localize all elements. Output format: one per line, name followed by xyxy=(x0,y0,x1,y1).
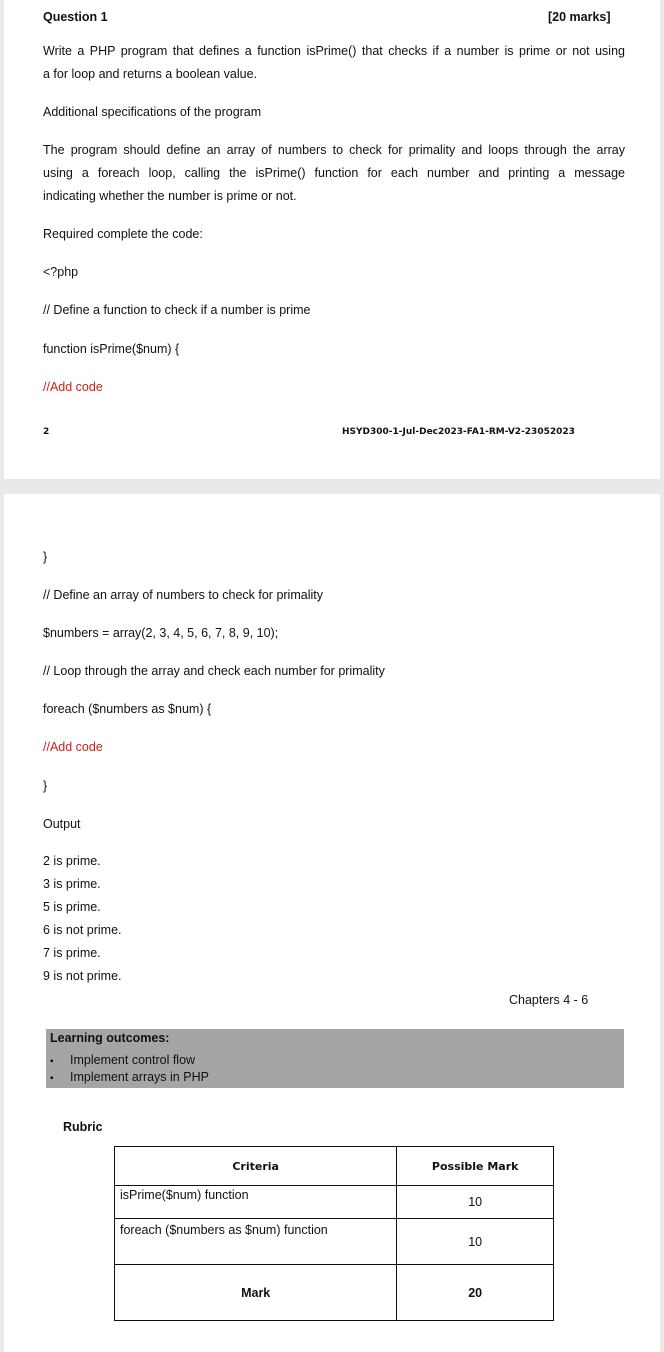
learning-outcome-item: ▪ Implement control flow xyxy=(50,1052,195,1070)
code-array-declaration: $numbers = array(2, 3, 4, 5, 6, 7, 8, 9, 10); xyxy=(43,626,279,640)
spec-line-2: using a foreach loop, calling the isPrime() function for each number and printing a message xyxy=(43,166,625,180)
code-add-code-placeholder-1: //Add code xyxy=(43,380,103,394)
output-line: 5 is prime. xyxy=(43,900,101,914)
output-list xyxy=(43,853,122,991)
output-line: 7 is prime. xyxy=(43,946,101,960)
intro-line-2: a for loop and returns a boolean value. xyxy=(43,67,258,81)
required-label: Required complete the code: xyxy=(43,227,203,241)
rubric-mark-cell: 10 xyxy=(397,1219,554,1265)
rubric-total-row xyxy=(115,1265,554,1321)
rubric-table xyxy=(114,1146,554,1321)
spec-paragraph xyxy=(43,139,625,208)
document-code: HSYD300-1-Jul-Dec2023-FA1-RM-V2-23052023 xyxy=(342,427,575,437)
rubric-total-value: 20 xyxy=(397,1265,554,1321)
output-line: 9 is not prime. xyxy=(43,969,122,983)
rubric-criteria-cell: isPrime($num) function xyxy=(115,1186,397,1219)
code-foreach-declaration: foreach ($numbers as $num) { xyxy=(43,702,212,716)
learning-outcomes-box xyxy=(46,1029,624,1088)
rubric-header-possible-mark: Possible Mark xyxy=(397,1147,554,1186)
output-line: 3 is prime. xyxy=(43,877,101,891)
rubric-total-label: Mark xyxy=(115,1265,397,1321)
learning-outcomes-title: Learning outcomes: xyxy=(50,1031,170,1045)
bullet-icon: ▪ xyxy=(50,1056,54,1067)
rubric-header-row xyxy=(115,1147,554,1186)
rubric-mark-cell: 10 xyxy=(397,1186,554,1219)
output-line: 6 is not prime. xyxy=(43,923,122,937)
code-comment-define-function: // Define a function to check if a number is prime xyxy=(43,303,311,317)
rubric-row xyxy=(115,1219,554,1265)
learning-outcome-item: ▪ Implement arrays in PHP xyxy=(50,1069,209,1087)
rubric-criteria-cell: foreach ($numbers as $num) function xyxy=(115,1219,397,1265)
code-closing-brace-2: } xyxy=(43,779,48,793)
question-title: Question 1 xyxy=(43,10,108,24)
chapters-reference: Chapters 4 - 6 xyxy=(509,993,589,1007)
code-closing-brace-1: } xyxy=(43,550,48,564)
page-number: 2 xyxy=(43,427,50,437)
rubric-title: Rubric xyxy=(63,1120,103,1134)
spec-line-3: indicating whether the number is prime or not. xyxy=(43,189,297,203)
code-add-code-placeholder-2: //Add code xyxy=(43,740,103,754)
spec-line-1: The program should define an array of numbers to check for primality and loops through the array xyxy=(43,143,625,157)
code-php-open: <?php xyxy=(43,265,79,279)
output-heading: Output xyxy=(43,817,81,831)
intro-paragraph xyxy=(43,40,625,86)
code-function-declaration: function isPrime($num) { xyxy=(43,342,180,356)
document-page-1 xyxy=(4,0,660,479)
bullet-icon: ▪ xyxy=(50,1073,54,1084)
rubric-header-criteria: Criteria xyxy=(115,1147,397,1186)
rubric-row xyxy=(115,1186,554,1219)
document-page-2 xyxy=(4,494,660,1352)
code-comment-loop: // Loop through the array and check each number for primality xyxy=(43,664,385,678)
code-comment-define-array: // Define an array of numbers to check for primality xyxy=(43,588,323,602)
additional-specs-heading: Additional specifications of the program xyxy=(43,105,262,119)
output-line: 2 is prime. xyxy=(43,854,101,868)
intro-line-1: Write a PHP program that defines a function isPrime() that checks if a number is prime or not using xyxy=(43,44,625,58)
question-marks: [20 marks] xyxy=(548,10,611,24)
